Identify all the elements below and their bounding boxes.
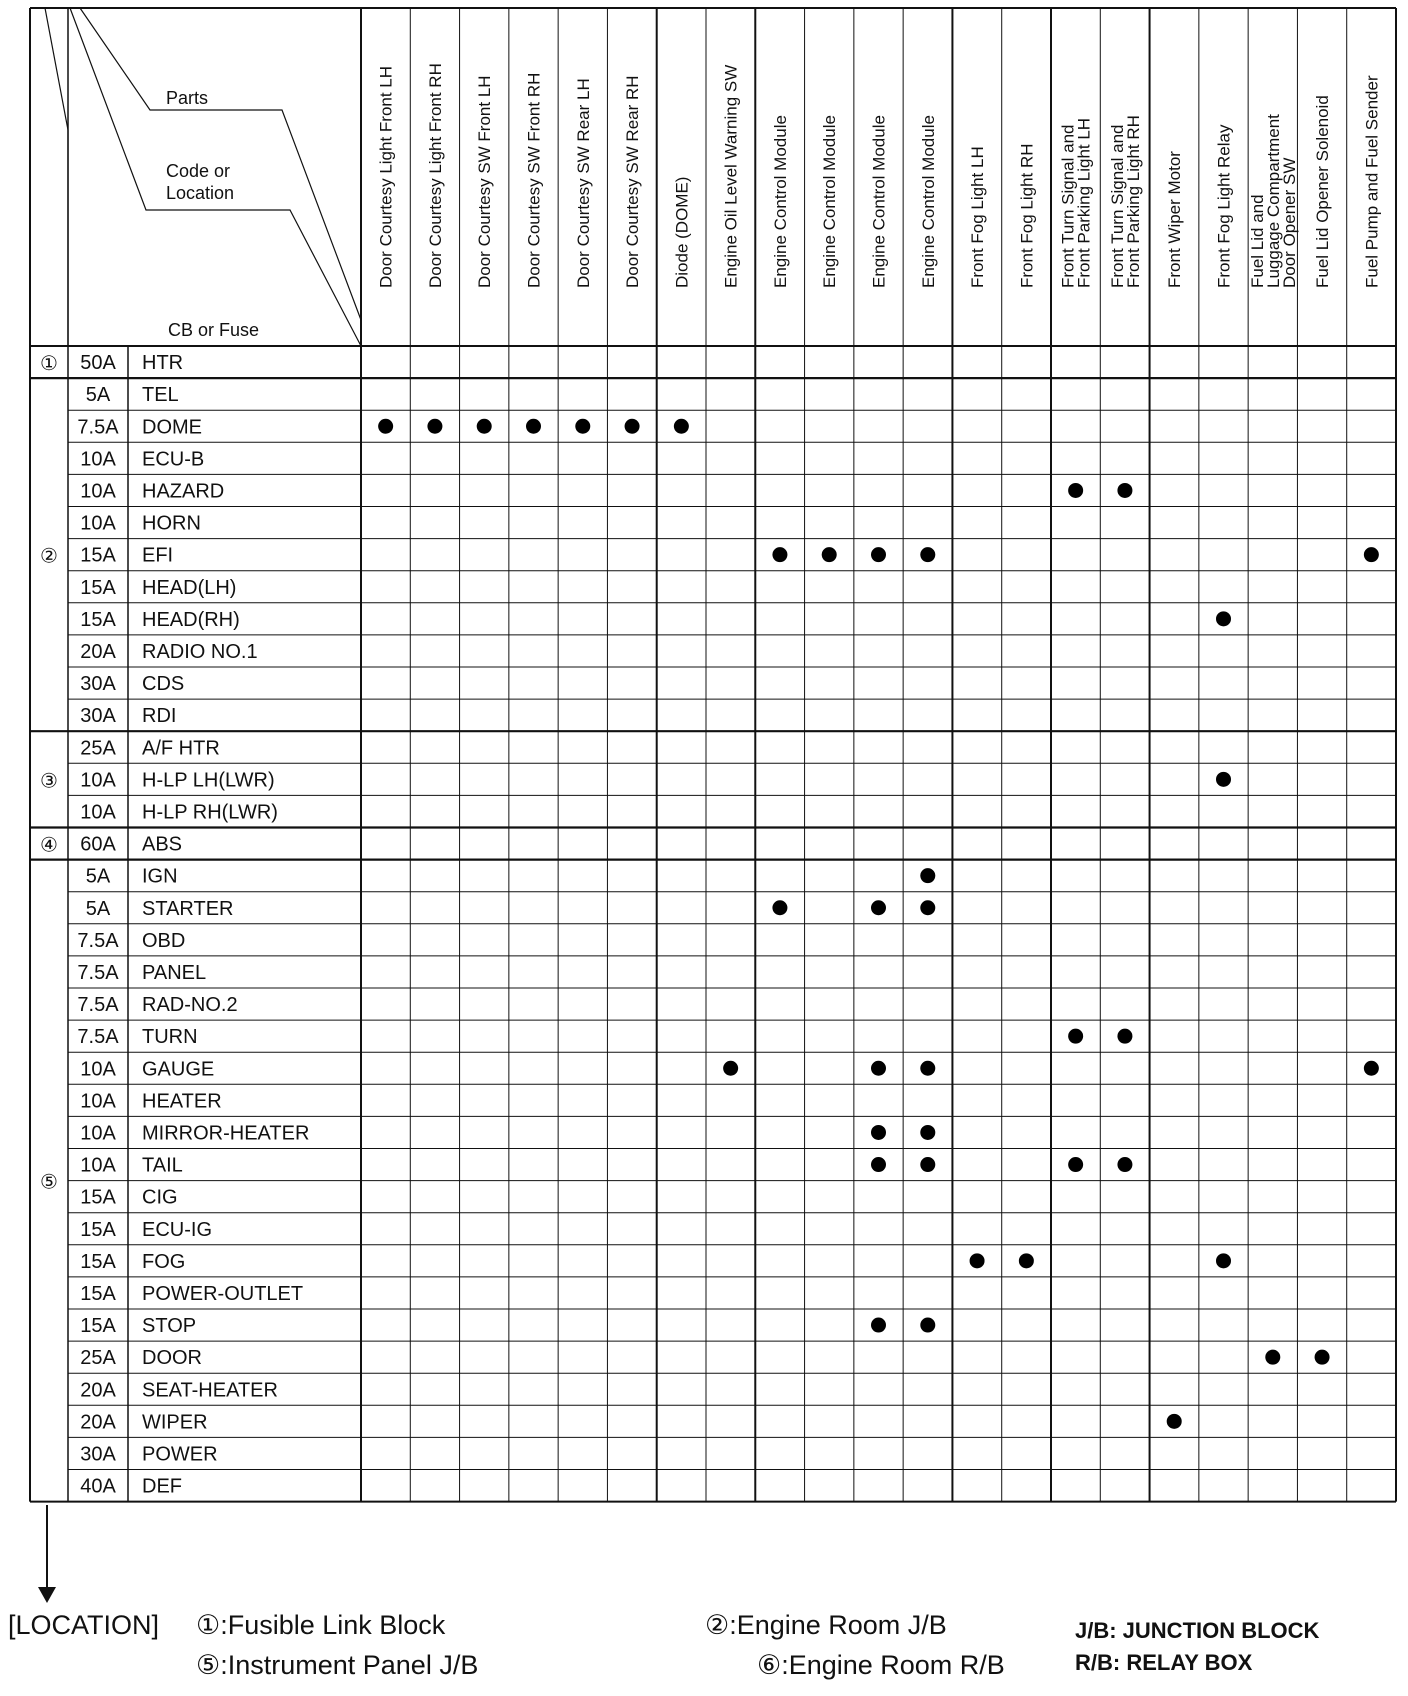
fuse-name: HEAD(LH) [142, 576, 237, 599]
column-header [820, 115, 839, 288]
connection-dot [871, 1157, 886, 1172]
fuse-name: HORN [142, 512, 201, 535]
column-header [623, 75, 642, 288]
column-header-text: Door Courtesy SW Rear LH [573, 78, 593, 288]
column-header [1108, 115, 1143, 288]
column-header [672, 177, 691, 288]
table-row [86, 866, 936, 888]
column-header-text: Engine Oil Level Warning SW [721, 64, 741, 288]
column-header-text: Front Parking Light LH [1074, 117, 1094, 288]
connection-dot [772, 547, 787, 562]
column-header-text: Door Opener SW [1279, 157, 1299, 288]
column-header-text: Door Courtesy Light Front LH [376, 65, 396, 288]
table-row [80, 545, 1379, 567]
fuse-name: H-LP RH(LWR) [142, 801, 278, 824]
column-header [1248, 114, 1299, 288]
code-header-diagonal [45, 8, 68, 346]
column-header [1059, 118, 1094, 288]
column-header-text: Fuel Lid and [1247, 194, 1267, 288]
fuse-amperage: 7.5A [77, 994, 119, 1017]
column-header-text: Door Courtesy Light Front RH [425, 63, 445, 288]
connection-dot [674, 419, 689, 434]
column-header [1362, 75, 1381, 288]
fuse-amperage: 10A [80, 1122, 116, 1145]
location-code: ③ [40, 770, 58, 793]
connection-dot [1068, 483, 1083, 498]
connection-dot [1315, 1350, 1330, 1365]
connection-dot [1068, 1157, 1083, 1172]
column-header-text: Front Turn Signal and [1058, 124, 1078, 288]
table-row [80, 834, 182, 856]
fuse-name: POWER [142, 1443, 218, 1466]
column-header [870, 115, 889, 288]
fuse-name: IGN [142, 865, 178, 888]
column-header-text: Front Fog Light LH [968, 146, 988, 288]
table-row [80, 1251, 1231, 1273]
fuse-amperage: 10A [80, 512, 116, 535]
table-row [80, 1155, 1132, 1177]
column-header-text: Door Courtesy SW Front LH [475, 75, 495, 288]
fuse-name: WIPER [142, 1411, 208, 1434]
table-row [80, 1476, 182, 1498]
connection-dot [871, 900, 886, 915]
table-row [80, 1443, 217, 1465]
column-header-text: Engine Control Module [869, 115, 889, 288]
fuse-name: TEL [142, 384, 179, 407]
table-row [80, 1219, 212, 1241]
fuse-amperage: 10A [80, 1090, 116, 1113]
column-header-text: Front Turn Signal and [1107, 124, 1127, 288]
connection-dot [625, 419, 640, 434]
column-header [722, 65, 741, 288]
table-row [80, 673, 184, 695]
column-header-text: Front Parking Light RH [1123, 115, 1143, 288]
fuse-amperage: 20A [80, 1379, 116, 1402]
fuse-amperage: 7.5A [77, 929, 119, 952]
location-arrow [36, 1505, 58, 1605]
fuse-amperage: 15A [80, 608, 116, 631]
column-header [1017, 143, 1036, 288]
column-header [377, 66, 396, 288]
location-code: ① [40, 353, 58, 376]
fuse-amperage: 30A [80, 1443, 116, 1466]
column-header-text: Fuel Pump and Fuel Sender [1362, 75, 1382, 288]
fuse-name: DEF [142, 1475, 182, 1498]
connection-dot [920, 868, 935, 883]
fuse-name: HEATER [142, 1090, 222, 1113]
table-row [80, 1058, 1379, 1080]
connection-dot [871, 1061, 886, 1076]
connection-dot [1216, 772, 1231, 787]
fuse-name: EFI [142, 544, 174, 567]
fuse-name: ECU-B [142, 448, 205, 471]
fuse-amperage: 15A [80, 576, 116, 599]
fuse-amperage: 30A [80, 673, 116, 696]
fuse-name: DOME [142, 416, 202, 439]
table-row [80, 1347, 1329, 1369]
code-location-label-2: Location [166, 183, 235, 203]
connection-dot [1364, 547, 1379, 562]
connection-dot [477, 419, 492, 434]
table-row [80, 1411, 1182, 1433]
fuse-amperage: 10A [80, 1154, 116, 1177]
arrow-down-icon [36, 1505, 58, 1605]
connection-dot [920, 1125, 935, 1140]
column-header-text: Door Courtesy SW Rear RH [623, 75, 643, 288]
table-row [80, 513, 201, 535]
fuse-amperage: 10A [80, 769, 116, 792]
table-row [80, 801, 278, 823]
fuse-name: RAD-NO.2 [142, 994, 238, 1017]
connection-dot [427, 419, 442, 434]
fuse-amperage: 10A [80, 480, 116, 503]
connection-dot [1265, 1350, 1280, 1365]
fuse-name: ABS [142, 833, 183, 856]
column-header-text: Fuel Lid Opener Solenoid [1313, 95, 1333, 288]
fuse-name: CIG [142, 1186, 178, 1209]
fuse-amperage: 10A [80, 1058, 116, 1081]
table-row [80, 1283, 303, 1305]
fuse-amperage: 15A [80, 1282, 116, 1305]
parts-label: Parts [166, 88, 209, 108]
connection-dot [1216, 611, 1231, 626]
connection-dot [723, 1061, 738, 1076]
column-header-text: Front Fog Light RH [1017, 143, 1037, 288]
fuse-name: GAUGE [142, 1058, 215, 1081]
column-header [525, 73, 544, 288]
table-row [80, 641, 257, 663]
fuse-amperage: 5A [85, 897, 111, 920]
fuse-name: MIRROR-HEATER [142, 1122, 310, 1145]
connection-dot [1117, 1157, 1132, 1172]
column-header [574, 78, 593, 288]
column-header [771, 115, 790, 288]
fuse-amperage: 40A [80, 1475, 116, 1498]
location-label: [LOCATION] [8, 1610, 160, 1640]
fuse-amperage: 30A [80, 705, 116, 728]
location-code: ② [40, 545, 58, 568]
column-header [919, 115, 938, 288]
fuse-amperage: 5A [85, 865, 111, 888]
fuse-name: TAIL [142, 1154, 183, 1177]
table-row [80, 769, 1231, 791]
connection-dot [772, 900, 787, 915]
connection-dot [575, 419, 590, 434]
table-row [77, 930, 185, 952]
fuse-name: HEAD(RH) [142, 608, 240, 631]
connection-dot [871, 547, 886, 562]
fuse-amperage: 20A [80, 1411, 116, 1434]
connection-dot [1068, 1029, 1083, 1044]
table-row [80, 1315, 935, 1337]
fuse-name: STARTER [142, 897, 234, 920]
fuse-name: STOP [142, 1315, 197, 1338]
connection-dot [1167, 1414, 1182, 1429]
column-header [1313, 95, 1332, 288]
column-header-text: Door Courtesy SW Front RH [524, 72, 544, 288]
table-row [80, 1122, 935, 1144]
fuse-name: FOG [142, 1250, 186, 1273]
fuse-name: A/F HTR [142, 737, 220, 760]
fuse-amperage: 15A [80, 1250, 116, 1273]
table-row [80, 1379, 278, 1401]
table-row [80, 609, 1231, 631]
table-row [80, 448, 204, 470]
fuse-amperage: 10A [80, 801, 116, 824]
legend-junction-block: J/B: JUNCTION BLOCK [1075, 1618, 1320, 1643]
table-row [77, 416, 688, 438]
cb-fuse-label: CB or Fuse [168, 320, 260, 340]
table-row [86, 898, 936, 920]
location-engine-room-rb: ⑥:Engine Room R/B [757, 1650, 1005, 1680]
fuse-name: SEAT-HEATER [142, 1379, 278, 1402]
fuse-amperage: 50A [80, 352, 116, 375]
connection-dot [920, 1318, 935, 1333]
column-header-text: Engine Control Module [820, 115, 840, 288]
connection-dot [1117, 483, 1132, 498]
fuse-amperage: 15A [80, 1218, 116, 1241]
location-instrument-panel-jb: ⑤:Instrument Panel J/B [196, 1650, 479, 1680]
connection-dot [822, 547, 837, 562]
column-header-text: Front Fog Light Relay [1214, 124, 1234, 288]
connection-dot [920, 1061, 935, 1076]
fuse-name: RDI [142, 705, 177, 728]
fuse-amperage: 7.5A [77, 961, 119, 984]
column-header [475, 75, 494, 288]
table-row [80, 1090, 221, 1112]
column-header-text: Diode (DOME) [672, 176, 692, 288]
column-header-text: Engine Control Module [770, 115, 790, 288]
fuse-amperage: 15A [80, 544, 116, 567]
fuse-name: DOOR [142, 1347, 202, 1370]
connection-dot [1364, 1061, 1379, 1076]
column-header [1215, 124, 1234, 288]
grid-lines [30, 8, 1396, 1502]
location-code: ⑤ [40, 1171, 58, 1194]
fuse-name: TURN [142, 1026, 198, 1049]
connection-dot [871, 1318, 886, 1333]
location-engine-room-jb: ②:Engine Room J/B [705, 1610, 947, 1640]
connection-dot [1019, 1253, 1034, 1268]
table-row [80, 352, 183, 374]
table-row [80, 577, 236, 599]
table-row [77, 962, 206, 984]
fuse-name: POWER-OUTLET [142, 1282, 304, 1305]
fuse-amperage: 10A [80, 448, 116, 471]
fuse-name: ECU-IG [142, 1218, 212, 1241]
fuse-amperage: 5A [85, 384, 111, 407]
column-header [968, 146, 987, 288]
legend-relay-box: R/B: RELAY BOX [1075, 1650, 1253, 1675]
fuse-amperage: 7.5A [77, 1026, 119, 1049]
column-header-text: Luggage Compartment [1263, 114, 1283, 288]
table-row [77, 1026, 1132, 1048]
connection-dot [970, 1253, 985, 1268]
location-fusible-link-block: ①:Fusible Link Block [196, 1610, 446, 1640]
column-header-text: Front Wiper Motor [1165, 151, 1185, 288]
fuse-name: HTR [142, 352, 184, 375]
connection-dot [920, 547, 935, 562]
fuse-name: PANEL [142, 961, 207, 984]
connection-dot [871, 1125, 886, 1140]
fuse-amperage: 25A [80, 737, 116, 760]
connection-dot [1117, 1029, 1132, 1044]
fuse-name: CDS [142, 673, 185, 696]
connection-dot [920, 1157, 935, 1172]
code-location-label-1: Code or [166, 161, 231, 181]
fuse-name: RADIO NO.1 [142, 640, 258, 663]
fuse-name: OBD [142, 929, 186, 952]
connection-dot [378, 419, 393, 434]
fuse-name: H-LP LH(LWR) [142, 769, 275, 792]
table-row [80, 737, 220, 759]
fuse-amperage: 60A [80, 833, 116, 856]
connection-dot [526, 419, 541, 434]
fuse-amperage: 20A [80, 640, 116, 663]
fuse-amperage: 15A [80, 1186, 116, 1209]
column-header [426, 63, 445, 288]
connection-dot [1216, 1253, 1231, 1268]
column-header [1165, 151, 1184, 288]
fuse-amperage: 7.5A [77, 416, 119, 439]
fuse-amperage: 15A [80, 1315, 116, 1338]
table-row [77, 994, 237, 1016]
table-row [86, 384, 179, 406]
column-header-text: Engine Control Module [918, 115, 938, 288]
connection-dot [920, 900, 935, 915]
fuse-amperage: 25A [80, 1347, 116, 1370]
fuse-name: HAZARD [142, 480, 225, 503]
table-row [80, 1187, 177, 1209]
table-row [80, 480, 1132, 502]
location-code: ④ [40, 834, 58, 857]
